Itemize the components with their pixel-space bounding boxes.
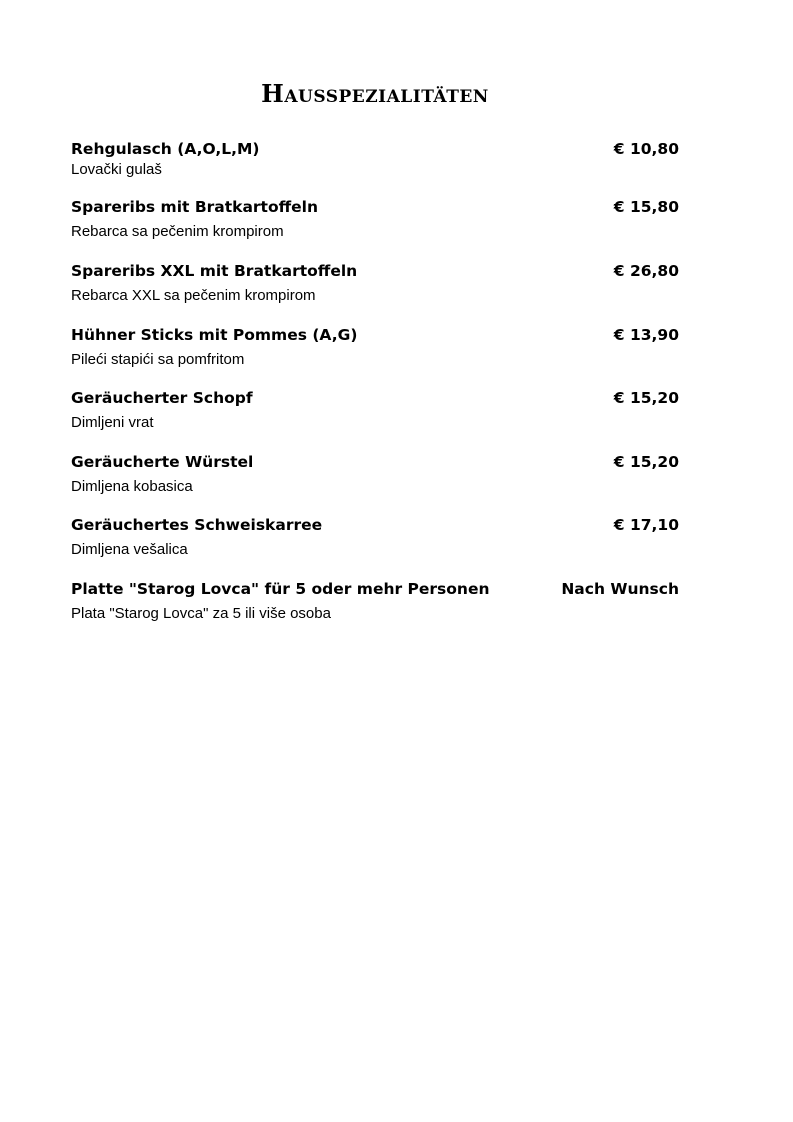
dish-price: € 13,90 (613, 326, 679, 344)
menu-item-row (71, 138, 679, 160)
dish-price: € 15,20 (613, 453, 679, 471)
dish-price: € 15,80 (613, 198, 679, 216)
dish-price: € 15,20 (613, 389, 679, 407)
dish-name: Spareribs mit Bratkartoffeln (71, 198, 319, 216)
menu-item-row (71, 451, 679, 473)
dish-name: Geräucherte Würstel (71, 453, 254, 471)
dish-translation: Dimljena vešalica (71, 541, 188, 558)
menu-item-row (71, 324, 679, 346)
dish-name: Rehgulasch (A,O,L,M) (71, 140, 260, 158)
dish-price: Nach Wunsch (561, 580, 679, 598)
dish-name: Geräuchertes Schweiskarree (71, 516, 323, 534)
dish-price: € 26,80 (613, 262, 679, 280)
menu-item-row (71, 578, 679, 600)
menu-item (71, 260, 679, 306)
dish-name: Platte "Starog Lovca" für 5 oder mehr Personen (71, 580, 490, 598)
dish-price: € 17,10 (613, 516, 679, 534)
dish-name: Geräucherter Schopf (71, 389, 253, 407)
dish-translation: Pileći stapići sa pomfritom (71, 351, 245, 368)
dish-name: Hühner Sticks mit Pommes (A,G) (71, 326, 358, 344)
dish-translation: Dimljena kobasica (71, 478, 193, 495)
menu-item (71, 196, 679, 242)
dish-translation: Dimljeni vrat (71, 414, 154, 431)
dish-price: € 10,80 (613, 140, 679, 158)
dish-name: Spareribs XXL mit Bratkartoffeln (71, 262, 358, 280)
menu-item (71, 514, 679, 560)
dish-translation: Rebarca sa pečenim krompirom (71, 223, 284, 240)
menu-item (71, 138, 679, 180)
menu-item-row (71, 514, 679, 536)
page-title: Hausspezialitäten (261, 79, 489, 108)
dish-translation: Lovački gulaš (71, 161, 162, 178)
menu-item (71, 324, 679, 370)
dish-translation: Rebarca XXL sa pečenim krompirom (71, 287, 316, 304)
dish-translation: Plata "Starog Lovca" za 5 ili više osoba (71, 605, 331, 622)
menu-item (71, 387, 679, 433)
menu-item (71, 578, 679, 624)
menu-item-row (71, 196, 679, 218)
menu-item (71, 451, 679, 497)
menu-item-row (71, 387, 679, 409)
menu-item-row (71, 260, 679, 282)
